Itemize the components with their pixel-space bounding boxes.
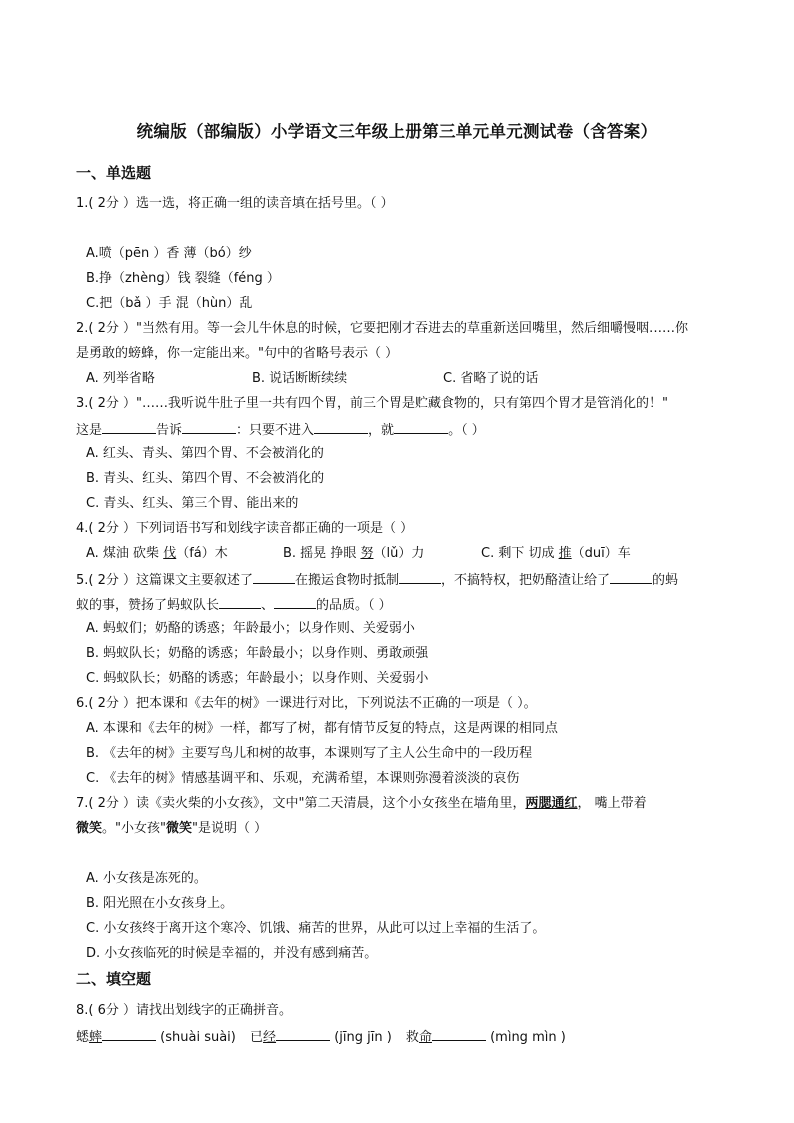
question-3-line-1: 3.( 2分 ）"……我听说牛肚子里一共有四个胃，前三个胃是贮藏食物的，只有第四个胃才是管消化的！" [76, 396, 668, 411]
q5-blank-3[interactable] [610, 571, 652, 584]
q8-word-1-pinyin: (shuài suài) [160, 1030, 236, 1045]
q7-text-c: 。"小女孩" [102, 821, 166, 836]
q8-word-1-char: 蟋 [76, 1030, 90, 1045]
section-single-choice: 一、单选题 [76, 164, 152, 182]
q5-text-d: 的蚂 [652, 573, 679, 588]
question-6: 6.( 2分 ）把本课和《去年的树》一课进行对比，下列说法不正确的一项是（ ）。 [76, 696, 537, 711]
q1-option-c: C.把（bǎ ）手 混（hùn）乱 [86, 296, 253, 311]
q5-option-b: B. 蚂蚁队长；奶酪的诱惑；年龄最小；以身作则、勇敢顽强 [86, 646, 429, 661]
q7-option-b: B. 阳光照在小女孩身上。 [86, 896, 234, 911]
question-3-line-2 [76, 421, 485, 439]
q6-option-a: A. 本课和《去年的树》一样，都写了树，都有情节反复的特点，这是两课的相同点 [86, 721, 558, 736]
q5-blank-5[interactable] [274, 596, 316, 609]
q3-option-c: C. 青头、红头、第三个胃、能出来的 [86, 496, 299, 511]
q8-word-3-pinyin: (mìng mìn ) [490, 1030, 566, 1045]
q5-blank-1[interactable] [253, 571, 295, 584]
q1-option-a: A.喷（pēn ）香 薄（bó）纱 [86, 246, 252, 261]
q4-option-a [86, 546, 228, 562]
q5-text-a: 5.( 2分 ）这篇课文主要叙述了 [76, 573, 254, 588]
q7-option-d: D. 小女孩临死的时候是幸福的，并没有感到痛苦。 [86, 946, 378, 961]
q3-blank-3[interactable] [314, 421, 368, 434]
q3-option-a: A. 红头、青头、第四个胃、不会被消化的 [86, 446, 324, 461]
q3-text-b: 告诉 [156, 423, 183, 438]
q5-option-c: C. 蚂蚁队长；奶酪的诱惑；年龄最小；以身作则、关爱弱小 [86, 671, 429, 686]
q7-text-b: ， 嘴上带着 [577, 796, 647, 811]
page-title: 统编版（部编版）小学语文三年级上册第三单元单元测试卷（含答案） [136, 122, 658, 141]
question-5-line-1 [76, 571, 678, 589]
q5-blank-2[interactable] [399, 571, 441, 584]
q5-text-e: 蚁的事，赞扬了蚂蚁队长 [76, 598, 220, 613]
q7-option-a: A. 小女孩是冻死的。 [86, 871, 207, 886]
q3-option-b: B. 青头、红头、第四个胃、不会被消化的 [86, 471, 325, 486]
question-4: 4.( 2分 ）下列词语书写和划线字读音都正确的一项是（ ） [76, 521, 414, 536]
q6-option-c: C. 《去年的树》情感基调平和、乐观，充满希望，本课则弥漫着淡淡的哀伤 [86, 771, 520, 786]
q4-b-words: B. 摇晃 挣眼 [283, 546, 361, 561]
q3-text-e: 。（ ） [448, 423, 485, 438]
question-2-line-2: 是勇敢的螃蜂，你一定能出来。"句中的省略号表示（ ） [76, 346, 399, 361]
q4-option-c [481, 546, 631, 562]
question-8: 8.( 6分 ）请找出划线字的正确拼音。 [76, 1003, 293, 1018]
q5-option-a: A. 蚂蚁们；奶酪的诱惑；年龄最小；以身作则、关爱弱小 [86, 621, 415, 636]
q4-c-words: C. 剩下 切成 [481, 546, 559, 561]
q8-blank-1[interactable] [102, 1028, 156, 1041]
q7-bold-word-1: 微笑 [76, 821, 103, 836]
q1-option-b: B.挣（zhèng）钱 裂缝（féng ） [86, 271, 280, 286]
q7-text-a: 7.( 2分 ）读《卖火柴的小女孩》，文中"第二天清晨，这个小女孩坐在墙角里， [76, 796, 526, 811]
question-2-line-1: 2.( 2分 ）"当然有用。等一会儿牛休息的时候，它要把刚才吞进去的草重新送回嘴里，然后细嚼慢咽……你 [76, 321, 688, 336]
q8-word-2-underlined: 经 [263, 1030, 277, 1045]
q2-option-c: C. 省略了说的话 [443, 371, 539, 386]
q5-blank-4[interactable] [219, 596, 261, 609]
q8-word-3-char: 救 [405, 1030, 419, 1045]
q4-c-underlined: 推 [558, 546, 572, 561]
q4-option-b [283, 546, 424, 562]
q3-blank-2[interactable] [182, 421, 236, 434]
q8-word-2-char: 已 [250, 1030, 264, 1045]
q5-text-c: ，不搞特权，把奶酪渣让给了 [441, 573, 611, 588]
question-5-line-2 [76, 596, 392, 614]
question-1: 1.( 2分 ）选一选，将正确一组的读音填在括号里。（ ） [76, 196, 394, 211]
q8-word-1-underlined: 蟀 [89, 1030, 103, 1045]
q8-blank-2[interactable] [276, 1028, 330, 1041]
q3-blank-4[interactable] [394, 421, 448, 434]
q4-a-words: A. 煤油 砍柴 [86, 546, 164, 561]
question-7-line-1 [76, 796, 647, 812]
q8-word-2-pinyin: (jīng jīn ) [334, 1030, 392, 1045]
q3-text-a: 这是 [76, 423, 103, 438]
q4-a-pinyin: （fá）木 [176, 546, 228, 561]
q4-c-pinyin: （duī）车 [571, 546, 631, 561]
q3-text-c: ：只要不进入 [236, 423, 315, 438]
q3-blank-1[interactable] [102, 421, 156, 434]
q5-text-f: 、 [261, 598, 275, 613]
q2-option-a: A. 列举省略 [86, 371, 155, 386]
section-fill-blank: 二、填空题 [76, 970, 152, 988]
q3-text-d: ，就 [368, 423, 395, 438]
q4-a-underlined: 伐 [163, 546, 177, 561]
q7-bold-word-2: 微笑 [165, 821, 192, 836]
q6-option-b: B. 《去年的树》主要写鸟儿和树的故事，本课则写了主人公生命中的一段历程 [86, 746, 533, 761]
q7-text-d: "是说明（ ） [192, 821, 268, 836]
q7-option-c: C. 小女孩终于离开这个寒冷、饥饿、痛苦的世界，从此可以过上幸福的生活了。 [86, 921, 546, 936]
q7-bold-phrase: 两腮通红 [525, 796, 578, 811]
q8-words-line [76, 1028, 566, 1046]
q8-word-3-underlined: 命 [418, 1030, 432, 1045]
q4-b-underlined: 努 [360, 546, 374, 561]
q8-blank-3[interactable] [432, 1028, 486, 1041]
question-7-line-2 [76, 821, 267, 837]
q4-b-pinyin: （lǔ）力 [373, 546, 425, 561]
q5-text-g: 的品质。（ ） [316, 598, 392, 613]
q5-text-b: 在搬运食物时抵制 [295, 573, 400, 588]
q2-option-b: B. 说话断断续续 [252, 371, 348, 386]
